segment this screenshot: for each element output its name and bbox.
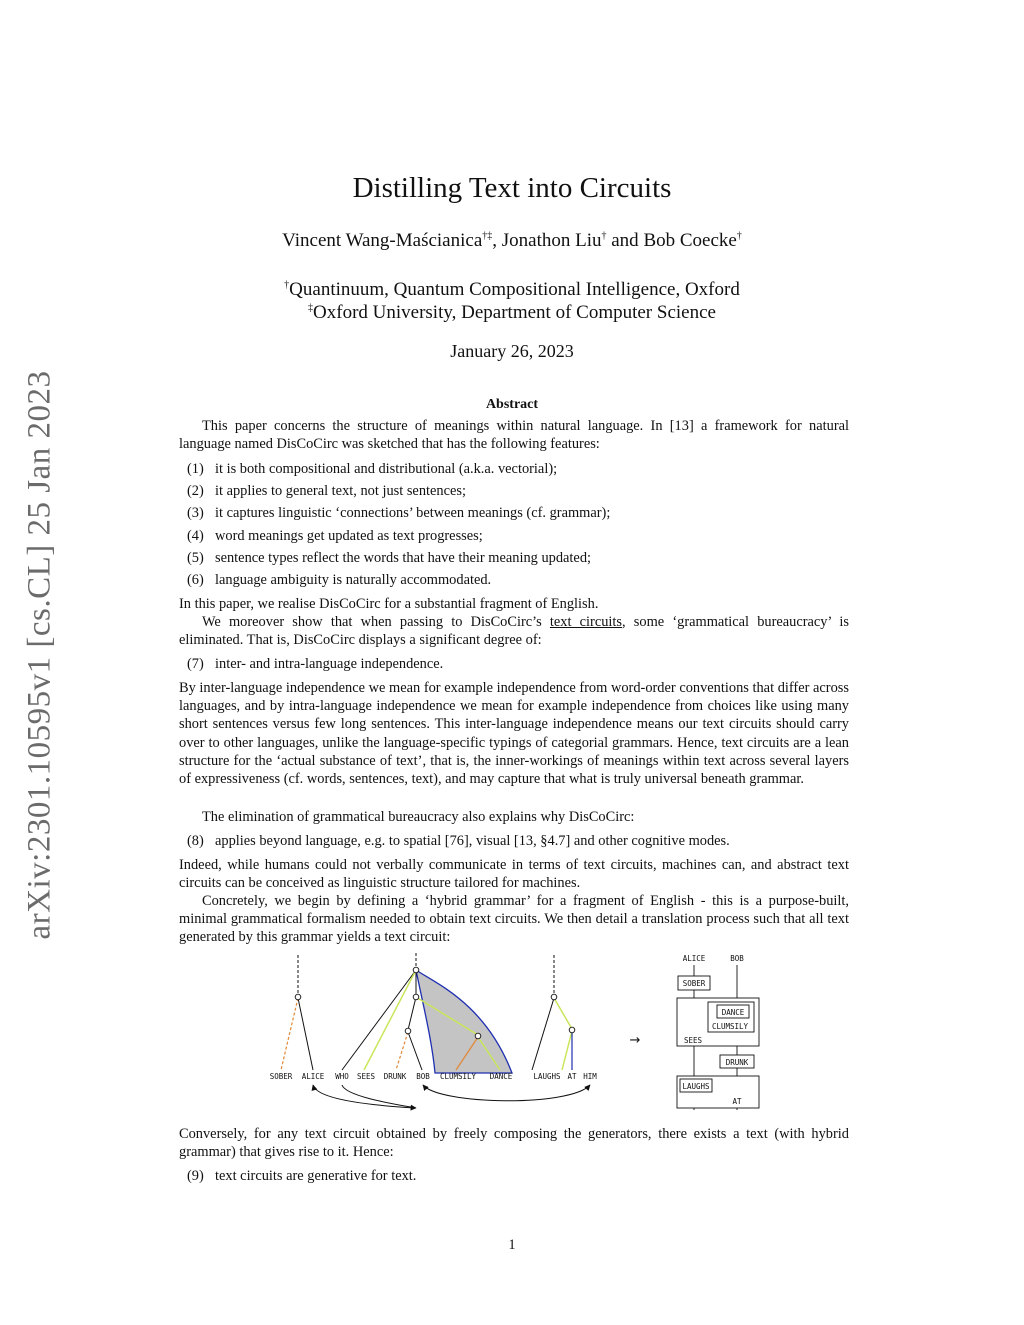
text-run: We moreover show that when passing to DisCoCirc’s bbox=[202, 614, 550, 630]
feature-item bbox=[187, 832, 847, 850]
box-label: SEES bbox=[683, 1036, 703, 1045]
page-number: 1 bbox=[508, 1237, 516, 1253]
wire-label-bob: BOB bbox=[730, 954, 744, 963]
figure-svg bbox=[250, 945, 790, 1120]
word-alice: ALICE bbox=[301, 1072, 325, 1081]
paper-title: Distilling Text into Circuits bbox=[352, 172, 672, 204]
item-number: (1) bbox=[187, 461, 204, 477]
affiliation-mark: †‡ bbox=[482, 230, 493, 242]
box-label: CLUMSILY bbox=[711, 1022, 749, 1031]
feature-item bbox=[187, 460, 847, 478]
box-label: SOBER bbox=[682, 979, 706, 988]
word-at: AT bbox=[567, 1072, 577, 1081]
word-laughs: LAUGHS bbox=[533, 1072, 561, 1081]
feature-item bbox=[187, 482, 847, 500]
text-circuits-link[interactable]: text circuits bbox=[549, 614, 623, 630]
tree-node bbox=[405, 1028, 411, 1034]
item-text: it is both compositional and distributional (a.k.a. vectorial); bbox=[215, 461, 558, 477]
abstract-heading: Abstract bbox=[485, 397, 539, 412]
wire-label-alice: ALICE bbox=[682, 954, 706, 963]
paper-date: January 26, 2023 bbox=[450, 341, 574, 361]
item-number: (5) bbox=[187, 550, 204, 566]
tree-node bbox=[569, 1027, 575, 1033]
translation-arrow: → bbox=[629, 1033, 641, 1048]
author-line bbox=[0, 230, 1024, 252]
item-text: applies beyond language, e.g. to spatial [76], visual [13, §4.7] and other cognitive modes. bbox=[215, 833, 730, 849]
affiliation-mark: † bbox=[601, 230, 607, 242]
box-label: DANCE bbox=[721, 1008, 745, 1017]
text-run: , some ‘grammatical bureaucracy’ is eliminated. That is, DisCoCirc displays a significant degree of: bbox=[179, 614, 849, 649]
affiliation-1 bbox=[0, 279, 1024, 301]
affiliation-text: Oxford University, Department of Computer Science bbox=[313, 302, 716, 323]
word-sober: SOBER bbox=[269, 1072, 293, 1081]
tree-node bbox=[551, 994, 557, 1000]
item-text: inter- and intra-language independence. bbox=[215, 656, 444, 672]
item-text: it captures linguistic ‘connections’ between meanings (cf. grammar); bbox=[215, 505, 611, 521]
abstract-intro: This paper concerns the structure of meanings within natural language. In [13] a framework for natural language named DisCoCirc was sketched that has the following features: bbox=[179, 418, 849, 453]
feature-item bbox=[187, 549, 847, 567]
word-dance: DANCE bbox=[489, 1072, 513, 1081]
affiliation-mark: ‡ bbox=[308, 302, 314, 314]
word-who: WHO bbox=[335, 1072, 349, 1081]
tree-edge-orange bbox=[281, 998, 298, 1070]
affiliation-mark: † bbox=[284, 279, 290, 291]
item-text: it applies to general text, not just sentences; bbox=[215, 483, 466, 499]
author-name: Vincent Wang-Maścianica bbox=[282, 230, 483, 251]
word-drunk: DRUNK bbox=[383, 1072, 407, 1081]
box-label: DRUNK bbox=[725, 1058, 749, 1067]
paragraph-elimination: The elimination of grammatical bureaucracy also explains why DisCoCirc: bbox=[202, 809, 635, 825]
item-text: sentence types reflect the words that have their meaning updated; bbox=[215, 550, 592, 566]
arxiv-sidebar bbox=[0, 360, 80, 950]
tree-node bbox=[413, 994, 419, 1000]
affiliation-text: Quantinuum, Quantum Compositional Intelligence, Oxford bbox=[289, 279, 740, 300]
item-number: (2) bbox=[187, 483, 204, 499]
word-clumsily: CLUMSILY bbox=[439, 1072, 477, 1081]
word-sees: SEES bbox=[356, 1072, 376, 1081]
paragraph-moreover bbox=[179, 613, 849, 649]
paragraph-concretely: Concretely, we begin by defining a ‘hybrid grammar’ for a fragment of English - this is a purpose-built, minimal grammatical formalism needed to obtain text circuits. We then detail a translation process such that all text generated by this grammar yields a text circuit: bbox=[179, 893, 849, 946]
item-number: (8) bbox=[187, 833, 204, 849]
author-name: Bob Coecke bbox=[643, 230, 737, 251]
tree-edge bbox=[408, 997, 416, 1030]
paragraph-realise: In this paper, we realise DisCoCirc for a substantial fragment of English. bbox=[179, 596, 599, 612]
tree-node bbox=[475, 1033, 481, 1039]
paragraph-inter-language: By inter-language independence we mean for example independence from word-order conventions that differ across languages, and by intra-language independence we mean for example independence from choices like using many short sentences versus few long sentences. This inter-language independence means our text circuits should carry over to other languages, unlike the language-specific typings of categorial grammars. Hence, text circuits are a lean structure for the ‘actual substance of text’, that is, the inner-workings of meanings within text across several layers of expressiveness (cf. words, sentences, text), and may capture that what is truly universal beneath grammar. bbox=[179, 680, 849, 788]
feature-item bbox=[187, 504, 847, 522]
tree-edge bbox=[298, 998, 313, 1070]
item-text: language ambiguity is naturally accommodated. bbox=[215, 572, 492, 588]
author-separator: and bbox=[606, 230, 644, 251]
coreference-arrow bbox=[313, 1085, 416, 1108]
feature-item bbox=[187, 571, 847, 589]
item-text: word meanings get updated as text progresses; bbox=[215, 528, 483, 544]
author-separator: , bbox=[492, 230, 502, 251]
feature-item bbox=[187, 655, 847, 673]
paragraph-indeed: Indeed, while humans could not verbally communicate in terms of text circuits, machines can, and abstract text circuits can be conceived as linguistic structure tailored for machines. bbox=[179, 857, 849, 892]
tree-node bbox=[413, 967, 419, 973]
box-label: AT bbox=[732, 1097, 742, 1106]
feature-item bbox=[187, 1167, 847, 1185]
affiliation-mark: † bbox=[736, 230, 742, 242]
author-name: Jonathon Liu bbox=[501, 230, 602, 251]
tree-edge-lime bbox=[562, 1031, 572, 1070]
arxiv-identifier[interactable]: arXiv:2301.10595v1 [cs.CL] 25 Jan 2023 bbox=[21, 370, 58, 940]
tree-edge-orange bbox=[396, 1032, 408, 1070]
tree-edge-lime bbox=[554, 998, 572, 1029]
box-label: LAUGHS bbox=[682, 1082, 710, 1091]
paragraph-conversely: Conversely, for any text circuit obtained by freely composing the generators, there exists a text (with hybrid grammar) that gives rise to it. Hence: bbox=[179, 1126, 849, 1161]
coreference-arrow bbox=[423, 1085, 590, 1101]
item-number: (9) bbox=[187, 1168, 204, 1184]
item-text: text circuits are generative for text. bbox=[215, 1168, 417, 1184]
item-number: (6) bbox=[187, 572, 204, 588]
grammar-to-circuit-figure bbox=[250, 945, 790, 1120]
tree-edge-lime bbox=[364, 970, 416, 1070]
tree-node bbox=[295, 994, 301, 1000]
tree-edge bbox=[532, 998, 554, 1070]
affiliation-2 bbox=[0, 302, 1024, 324]
coreference-arrow bbox=[342, 1085, 416, 1108]
word-bob: BOB bbox=[416, 1072, 430, 1081]
word-him: HIM bbox=[583, 1072, 597, 1081]
tree-edge bbox=[408, 1032, 422, 1070]
item-number: (7) bbox=[187, 656, 204, 672]
tree-edge bbox=[342, 970, 416, 1070]
item-number: (3) bbox=[187, 505, 204, 521]
item-number: (4) bbox=[187, 528, 204, 544]
feature-item bbox=[187, 527, 847, 545]
